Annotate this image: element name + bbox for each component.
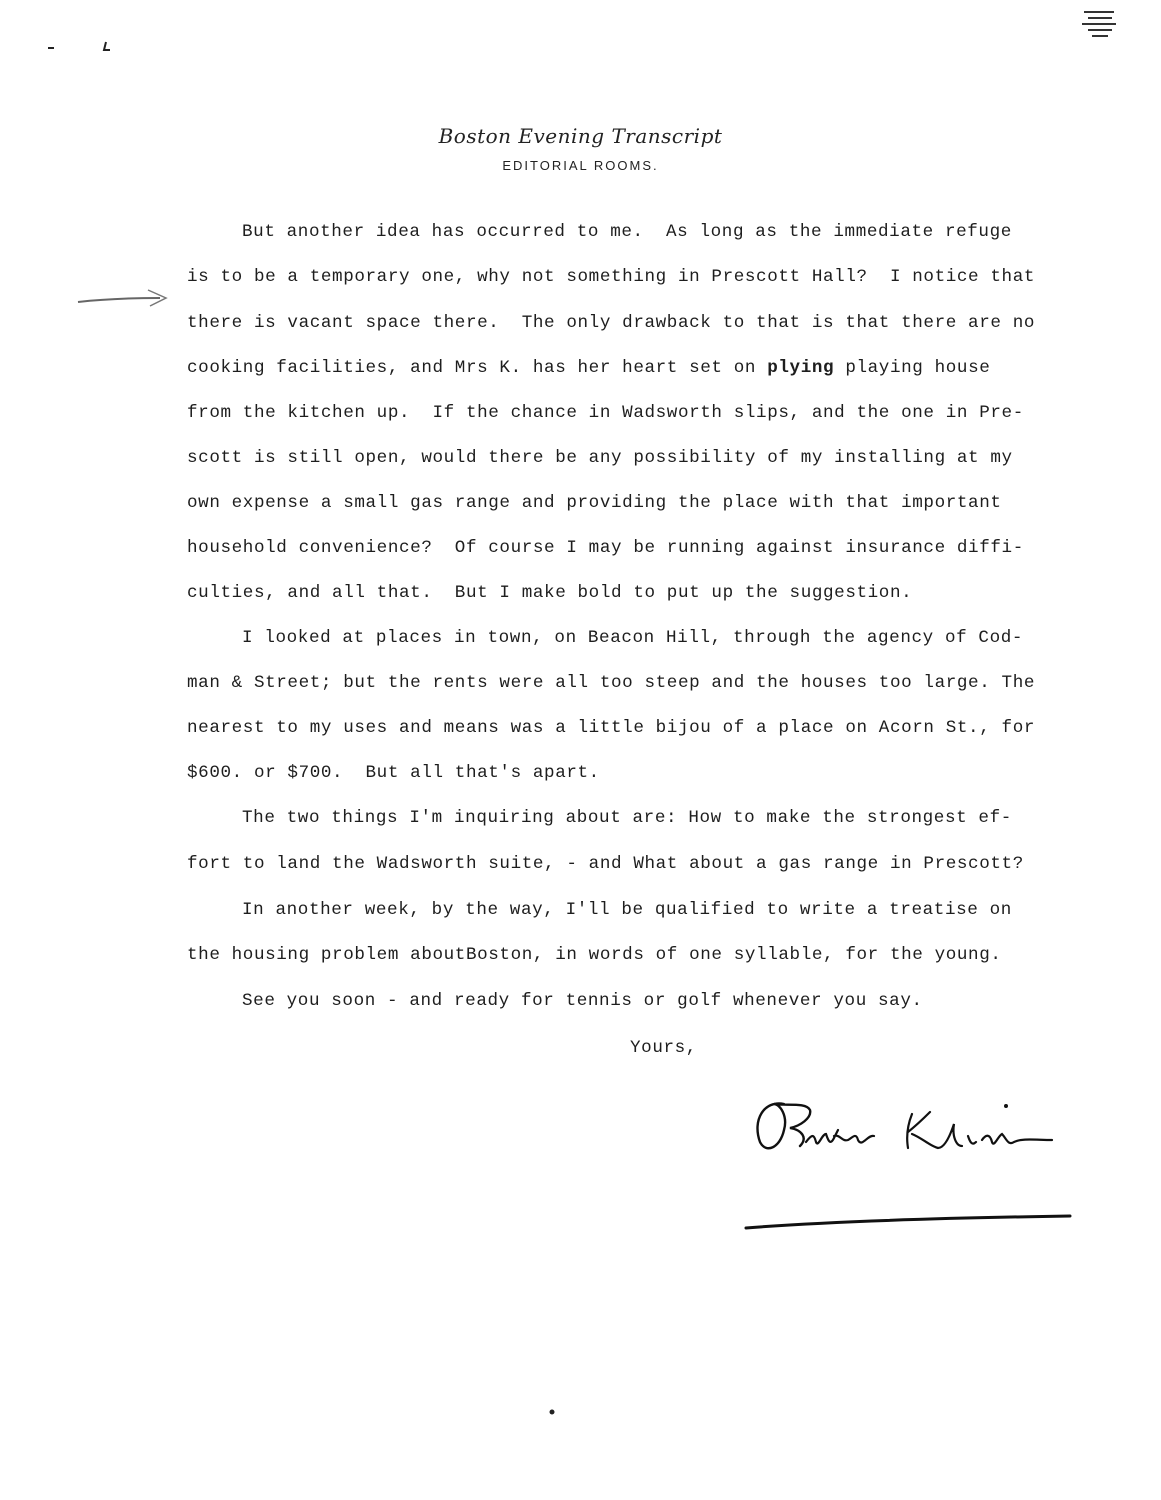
signature-underline [740, 1206, 1080, 1236]
body-line: nearest to my uses and means was a little bijou of a place on Acorn St., for [187, 718, 1036, 738]
struck-word: plying [767, 358, 835, 378]
signature-icon [740, 1090, 1080, 1160]
body-line: is to be a temporary one, why not something in Prescott Hall? I notice that [187, 267, 1036, 287]
body-line: the housing problem aboutBoston, in words of one syllable, for the young. [187, 945, 1002, 965]
body-line: The two things I'm inquiring about are: How to make the strongest ef- [242, 808, 1012, 828]
body-line: fort to land the Wadsworth suite, - and What about a gas range in Prescott? [187, 854, 1024, 874]
corner-mark-icon [40, 36, 130, 66]
body-line-text: cooking facilities, and Mrs K. has her heart set on [187, 358, 768, 378]
body-line: man & Street; but the rents were all too steep and the houses too large. The [187, 673, 1036, 693]
body-line-tail: playing house [834, 358, 991, 378]
body-line [187, 358, 990, 378]
body-line: See you soon - and ready for tennis or golf whenever you say. [242, 991, 923, 1011]
body-line: I looked at places in town, on Beacon Hill, through the agency of Cod- [242, 628, 1024, 648]
margin-arrow-icon [74, 286, 174, 310]
body-line: scott is still open, would there be any possibility of my installing at my [187, 448, 1013, 468]
body-line: own expense a small gas range and providing the place with that important [187, 493, 1002, 513]
body-line: In another week, by the way, I'll be qualified to write a treatise on [242, 900, 1012, 920]
body-line: $600. or $700. But all that's apart. [187, 763, 600, 783]
letterhead-subtitle: EDITORIAL ROOMS. [502, 158, 659, 173]
body-line: culties, and all that. But I make bold to put up the suggestion. [187, 583, 913, 603]
ink-dot [546, 1406, 558, 1418]
body-line: from the kitchen up. If the chance in Wadsworth slips, and the one in Pre- [187, 403, 1024, 423]
letterhead-title: Boston Evening Transcript [438, 124, 723, 148]
body-line: household convenience? Of course I may be running against insurance diffi- [187, 538, 1024, 558]
body-line: there is vacant space there. The only drawback to that is that there are no [187, 313, 1036, 333]
closing: Yours, [630, 1038, 697, 1058]
stamp-mark-icon [1078, 6, 1120, 40]
body-line: But another idea has occurred to me. As long as the immediate refuge [242, 222, 1012, 242]
